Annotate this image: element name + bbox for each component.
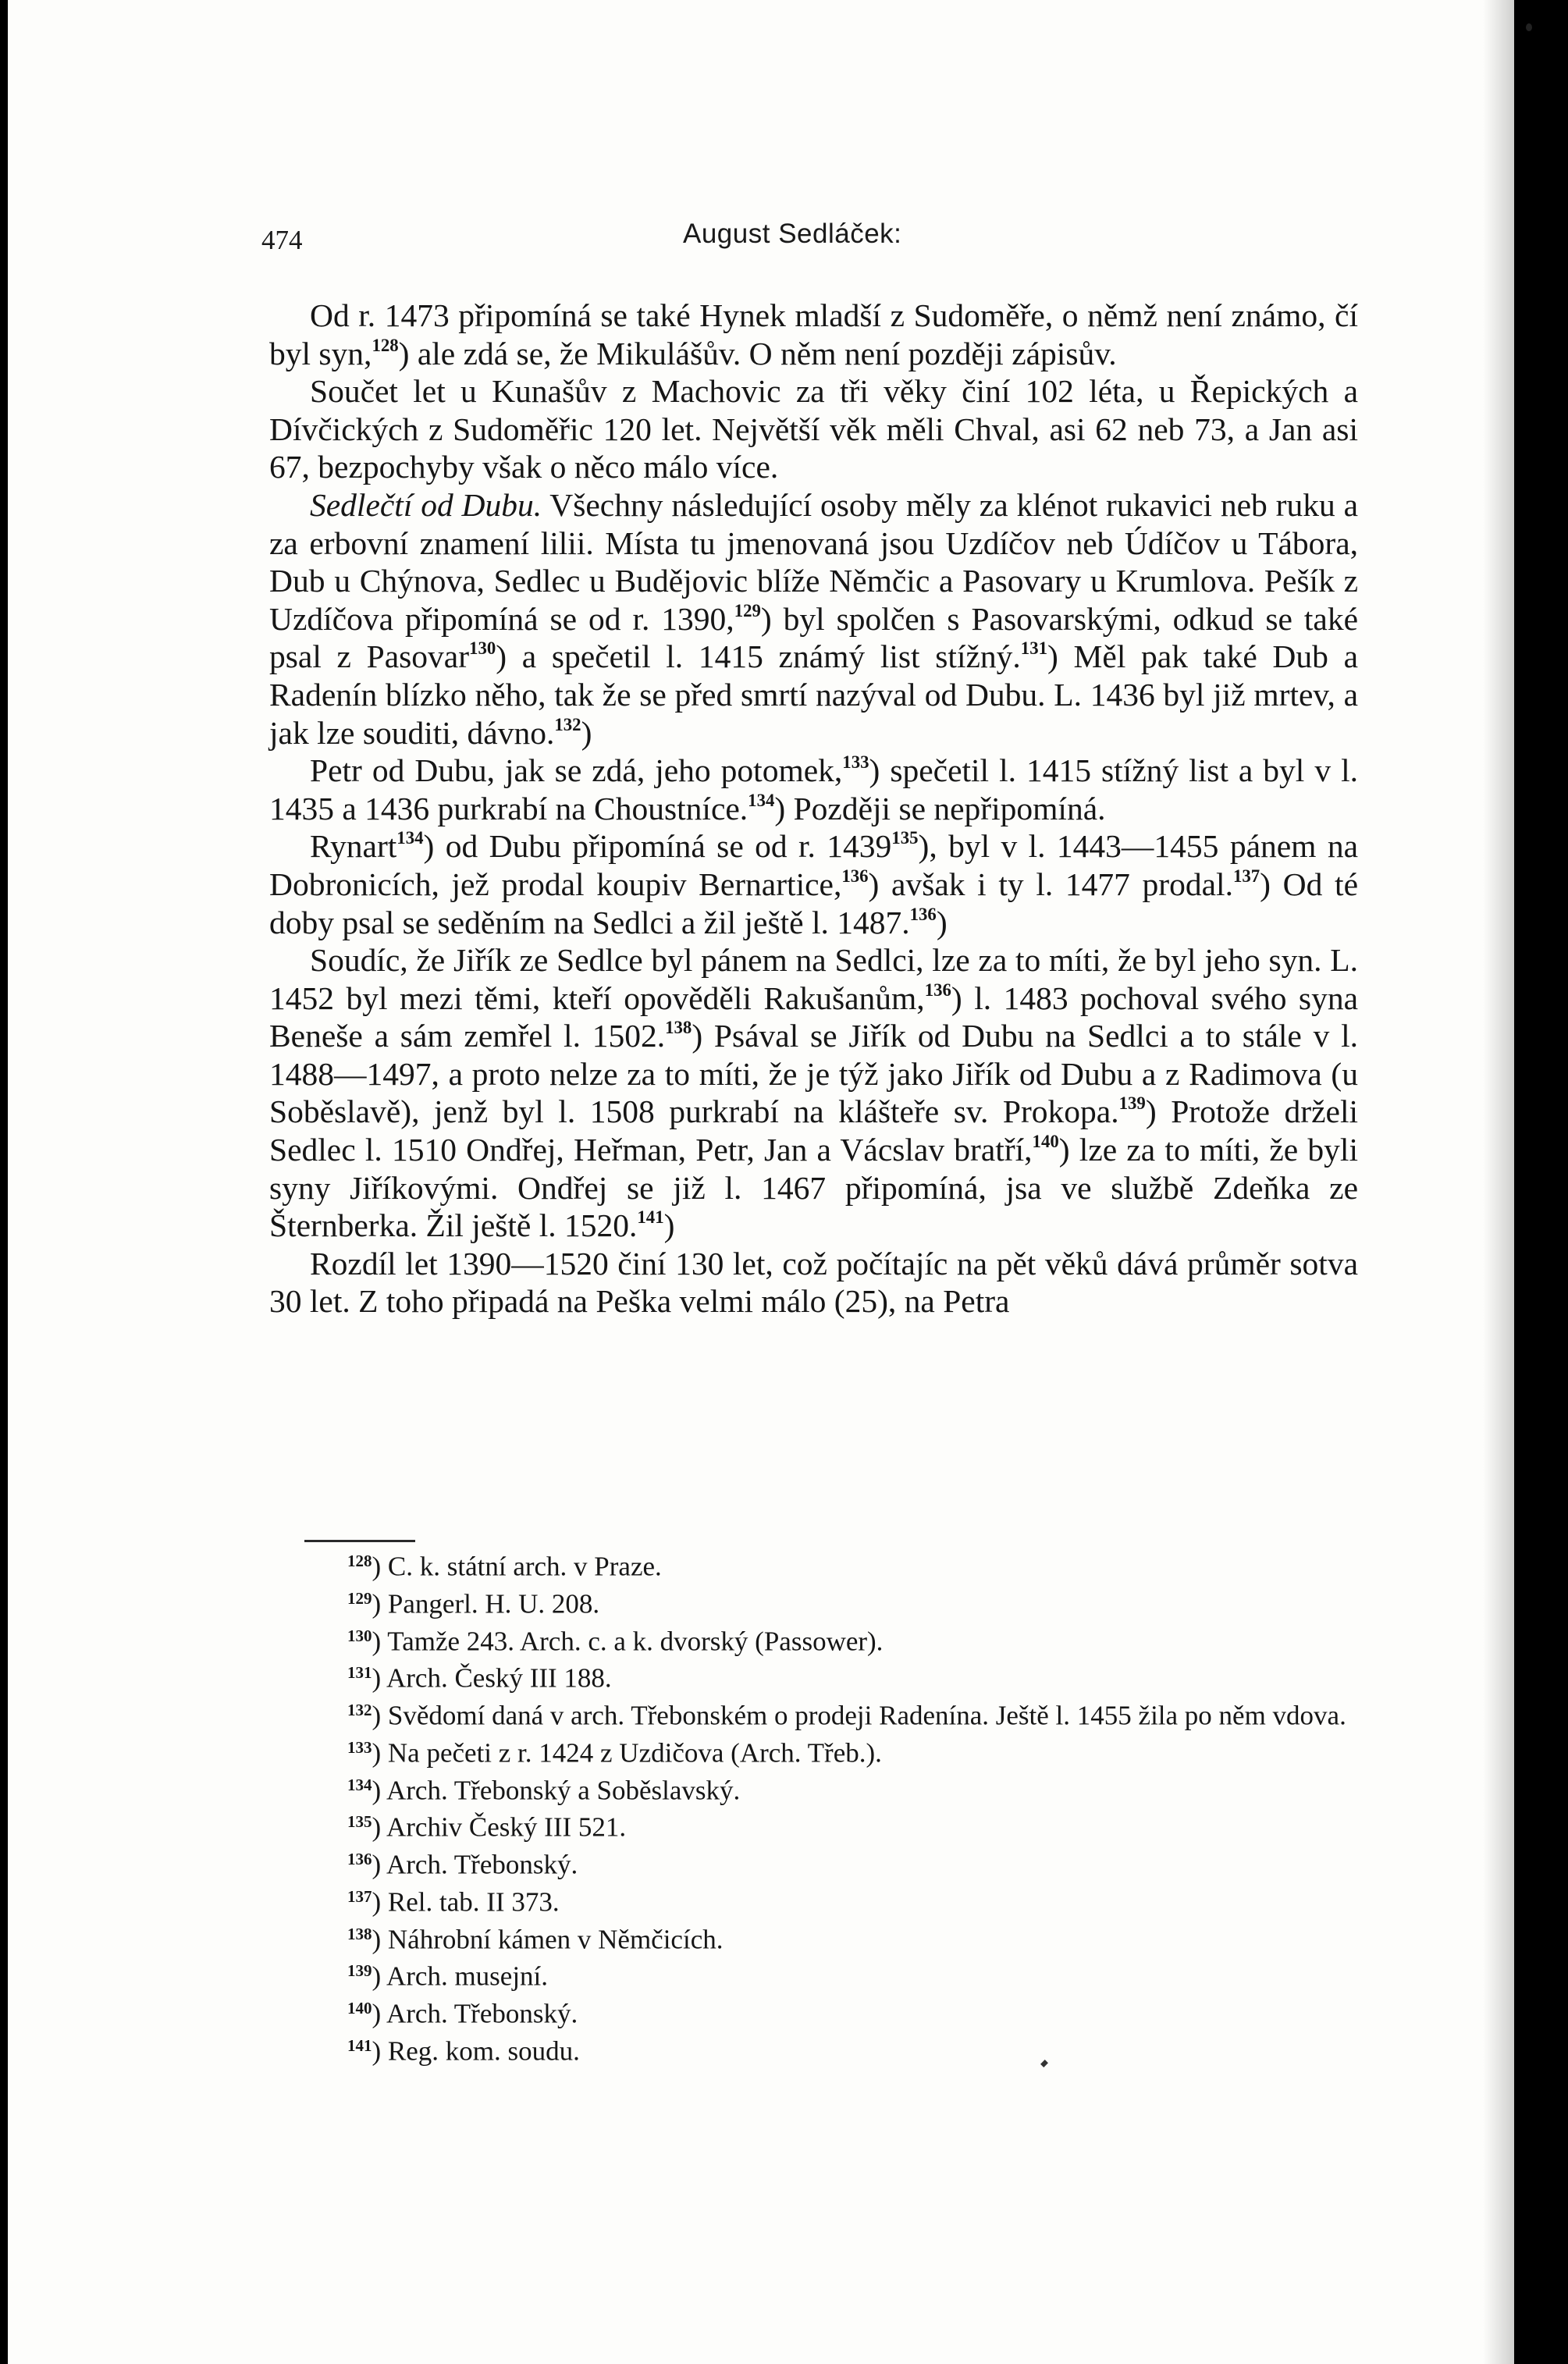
main-text [269,297,1358,1321]
footnote-number: 137 [347,1886,372,1906]
footnote-ref: 137 [1232,866,1260,886]
footnote: $^{133}$) Na pečeti z r. 1424 z Uzdičova (Arch. Třeb.). [347,1737,882,1769]
book-page [8,0,1514,2364]
footnote-number: 141 [347,2035,372,2055]
scan-artifact-dot [1526,23,1532,31]
footnote-ref: 136 [909,904,937,924]
footnote-ref: 134 [748,790,775,810]
footnote: $^{128}$) C. k. státní arch. v Praze. [347,1551,662,1582]
footnote-number: 129 [347,1588,372,1608]
footnote-number: 139 [347,1961,372,1981]
paragraph: Sedlečtí od Dubu. Všechny následující osoby měly za klénot rukavici neb ruku a za erbovní znamení lilii. Místa tu jmenovaná jsou Uzdíčov neb Údíčov u Tábora, Dub u Chýnova, Sedlec u Budějovic blíže Němčic a Pasovary u Krumlova. Pešík z Uzdíčova připomíná se od r. 1390,$^{129}$) byl spolčen s Pasovarskými, odkud se také psal z Pasovar$^{130}$) a spečetil l. 1415 známý list stížný.$^{131}$) Měl pak také Dub a Radenín blízko něho, tak že se před smrtí nazýval od Dubu. L. 1436 byl již mrtev, a jak lze souditi, dávno.$^{132}$) [269,486,1358,751]
footnote: $^{130}$) Tamže 243. Arch. c. a k. dvorský (Passower). [347,1626,884,1657]
footnote: $^{141}$) Reg. kom. soudu. [347,2035,580,2067]
paragraph: Rozdíl let 1390—1520 činí 130 let, což počítajíc na pět věků dává průměr sotva 30 let. Z toho připadá na Peška velmi málo (25), na Petra [269,1245,1358,1320]
footnote-ref: 139 [1118,1093,1146,1114]
footnote-ref: 131 [1020,638,1047,659]
footnote: $^{138}$) Náhrobní kámen v Němčicích. [347,1924,724,1955]
footnote-number: 136 [347,1850,372,1868]
paragraph: Součet let u Kunašův z Machovic za tři věky činí 102 léta, u Řepických a Dívčických z Sudoměřic 120 let. Největší věk měli Chval, asi 62 neb 73, a Jan asi 67, bezpochyby však o něco málo více. [269,373,1358,485]
footnote: $^{140}$) Arch. Třebonský. [347,1998,578,2029]
footnote: $^{136}$) Arch. Třebonský. [347,1849,578,1880]
paragraph: Soudíc, že Jiřík ze Sedlce byl pánem na Sedlci, lze za to míti, že byl jeho syn. L. 1452 byl mezi těmi, kteří opověděli Rakušanům,$^{136}$) l. 1483 pochoval svého syna Beneše a sám zemřel l. 1502.$^{138}$) Psával se Jiřík od Dubu na Sedlci a to stále v l. 1488—1497, a proto nelze za to míti, že je týž jako Jiřík od Dubu a z Radimova (u Soběslavě), jenž byl l. 1508 purkrabí na klášteře sv. Prokopa.$^{139}$) Protože drželi Sedlec l. 1510 Ondřej, Heřman, Petr, Jan a Vácslav bratří,$^{140}$) lze za to míti, že byli syny Jiříkovými. Ondřej se již l. 1467 připomíná, jsa ve službě Zdeňka ze Šternberka. Žil ještě l. 1520.$^{141}$) [269,942,1359,1244]
footnote-ref: 138 [665,1018,692,1038]
footnote-ref: 129 [734,600,761,620]
footnote-ref: 134 [396,828,424,848]
footnote-number: 132 [347,1701,372,1719]
footnote: $^{129}$) Pangerl. H. U. 208. [347,1588,600,1619]
footnote-ref: 136 [841,866,869,886]
footnote-divider [304,1540,415,1542]
footnote-ref: 140 [1032,1131,1059,1151]
paragraph: Rynart$^{134}$) od Dubu připomíná se od r. 1439$^{135}$), byl v l. 1443—1455 pánem na Dobronicích, jež prodal koupiv Bernartice,$^{136}$) avšak i ty l. 1477 prodal.$^{137}$) Od té doby psal se seděním na Sedlci a žil ještě l. 1487.$^{136}$) [269,828,1358,940]
footnote-ref: 141 [637,1207,664,1228]
footnote: $^{135}$) Archiv Český III 521. [347,1811,627,1843]
footnote-ref: 132 [554,714,581,734]
footnote-number: 128 [347,1552,372,1570]
paragraph: Od r. 1473 připomíná se také Hynek mladší z Sudoměře, o němž není známo, čí byl syn,$^{128}$) ale zdá se, že Mikulášův. O něm není později zápisův. [269,297,1358,371]
paragraph: Petr od Dubu, jak se zdá, jeho potomek,$^{133}$) spečetil l. 1415 stížný list a byl v l. 1435 a 1436 purkrabí na Choustníce.$^{134}$) Později se nepřipomíná. [269,752,1359,827]
footnote: $^{131}$) Arch. Český III 188. [347,1662,612,1694]
footnote: $^{137}$) Rel. tab. II 373. [347,1886,560,1918]
running-head: August Sedláček: [683,219,902,249]
section-title: Sedlečtí od Dubu. [310,486,542,523]
footnote-ref: 128 [372,335,399,355]
footnote-number: 138 [347,1924,372,1943]
footnote: $^{134}$) Arch. Třebonský a Soběslavský. [347,1775,741,1806]
footnote: $^{132}$) Svědomí daná v arch. Třebonském o prodeji Radenína. Ještě l. 1455 žila po něm vdova. [347,1700,1346,1731]
footnote-number: 131 [347,1663,372,1683]
footnotes [269,1545,1358,2067]
page-header [261,219,1358,265]
footnote-ref: 135 [891,828,919,848]
footnote-number: 130 [347,1626,372,1645]
footnote-ref: 130 [469,638,496,659]
footnote-number: 134 [347,1775,372,1794]
footnote: $^{139}$) Arch. musejní. [347,1961,549,1992]
footnote-number: 140 [347,1999,372,2017]
page-number: 474 [261,225,303,255]
footnote-number: 135 [347,1812,372,1832]
footnote-ref: 136 [924,979,951,1000]
footnote-number: 133 [347,1737,372,1757]
page-edge-shadow [1483,0,1514,2364]
footnote-ref: 133 [842,752,869,773]
